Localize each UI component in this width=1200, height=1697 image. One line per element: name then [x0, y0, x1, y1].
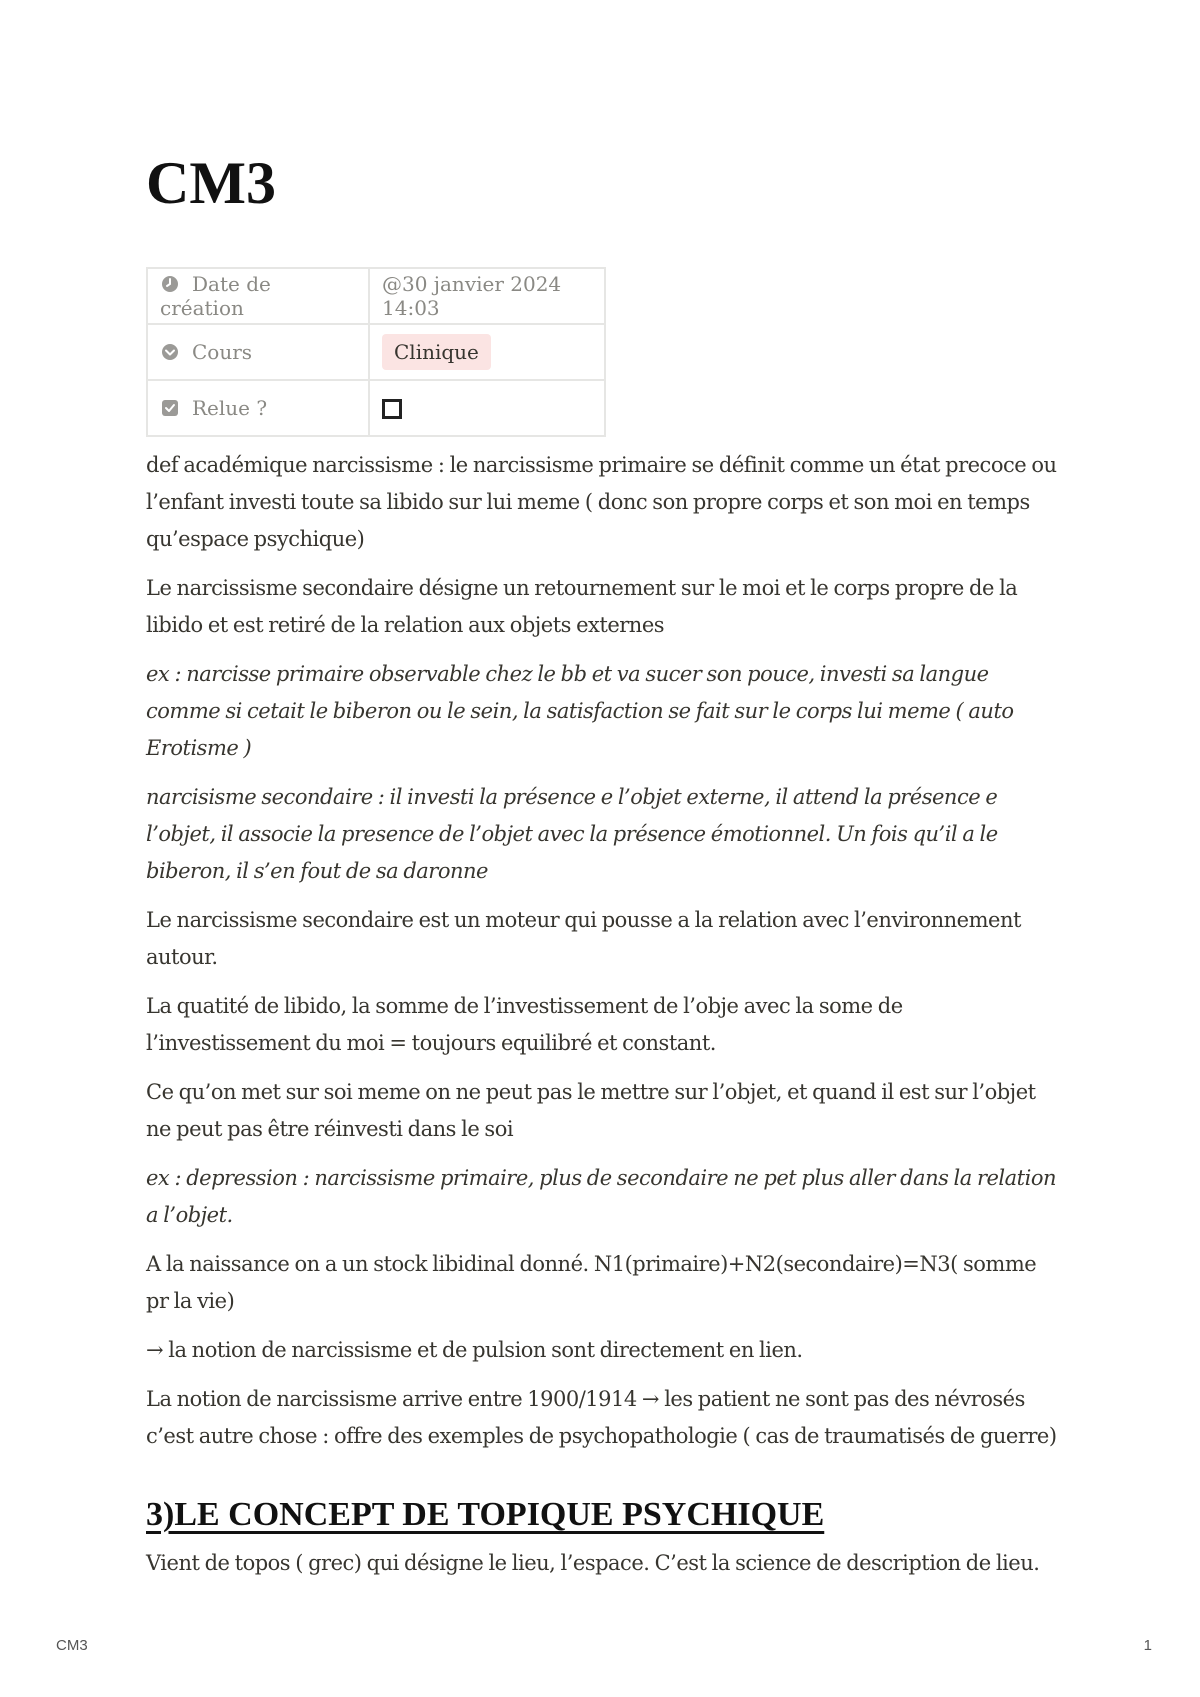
property-key: [147, 380, 369, 436]
properties-table: [146, 267, 606, 437]
paragraph: Le narcissisme secondaire désigne un retournement sur le moi et le corps propre de la libido et est retiré de la relation aux objets externes: [146, 576, 1018, 637]
paragraph: def académique narcissisme : le narcissisme primaire se définit comme un état precoce ou l’enfant investi toute sa libido sur lui meme ( donc son propre corps et son moi en temps qu’espace psychique): [146, 453, 1057, 551]
section-heading: 3)LE CONCEPT DE TOPIQUE PSYCHIQUE: [146, 1496, 825, 1533]
paragraph: Ce qu’on met sur soi meme on ne peut pas le mettre sur l’objet, et quand il est sur l’objet ne peut pas être réinvesti dans le soi: [146, 1080, 1036, 1141]
paragraph: Vient de topos ( grec) qui désigne le lieu, l’espace. C’est la science de description de lieu.: [146, 1551, 1040, 1575]
paragraph: narcisisme secondaire : il investi la présence e l’objet externe, il attend la présence e l’objet, il associe la presence de l’objet avec la présence émotionnel. Un fois qu’il a le biberon, il s’en fout de sa daronne: [146, 785, 998, 883]
cours-value[interactable]: [369, 324, 605, 380]
property-row-cours: [147, 324, 605, 380]
date-value[interactable]: @30 janvier 2024 14:03: [369, 268, 605, 324]
paragraph: ex : narcisse primaire observable chez le bb et va sucer son pouce, investi sa langue comme si cetait le biberon ou le sein, la satisfaction se fait sur le corps lui meme ( auto Erotisme ): [146, 662, 1014, 760]
property-key-label: Cours: [192, 340, 253, 364]
paragraph: → la notion de narcissisme et de pulsion sont directement en lien.: [146, 1338, 803, 1362]
property-key-label: Date de création: [160, 272, 271, 320]
relue-checkbox[interactable]: [382, 399, 402, 419]
paragraph: La quatité de libido, la somme de l’investissement de l’obje avec la some de l’investissement du moi = toujours equilibré et constant.: [146, 994, 903, 1055]
property-row-relue: [147, 380, 605, 436]
paragraph: La notion de narcissisme arrive entre 1900/1914 → les patient ne sont pas des névrosés c’est autre chose : offre des exemples de psychopathologie ( cas de traumatisés de guerre): [146, 1387, 1057, 1448]
relue-value: [369, 380, 605, 436]
select-icon: [160, 342, 180, 362]
checkbox-icon: [160, 398, 180, 418]
page-number: 1: [1143, 1637, 1152, 1654]
document-body: [146, 447, 1062, 1594]
paragraph: A la naissance on a un stock libidinal donné. N1(primaire)+N2(secondaire)=N3( somme pr la vie): [146, 1252, 1037, 1313]
footer-title: CM3: [56, 1637, 88, 1654]
property-key: [147, 324, 369, 380]
property-key: [147, 268, 369, 324]
course-tag[interactable]: Clinique: [382, 334, 491, 370]
property-row-date: [147, 268, 605, 324]
paragraph: Le narcissisme secondaire est un moteur qui pousse a la relation avec l’environnement autour.: [146, 908, 1021, 969]
clock-icon: [160, 274, 180, 294]
paragraph: ex : depression : narcissisme primaire, plus de secondaire ne pet plus aller dans la relation a l’objet.: [146, 1166, 1056, 1227]
page-title: CM3: [146, 150, 276, 216]
property-key-label: Relue ?: [192, 396, 268, 420]
